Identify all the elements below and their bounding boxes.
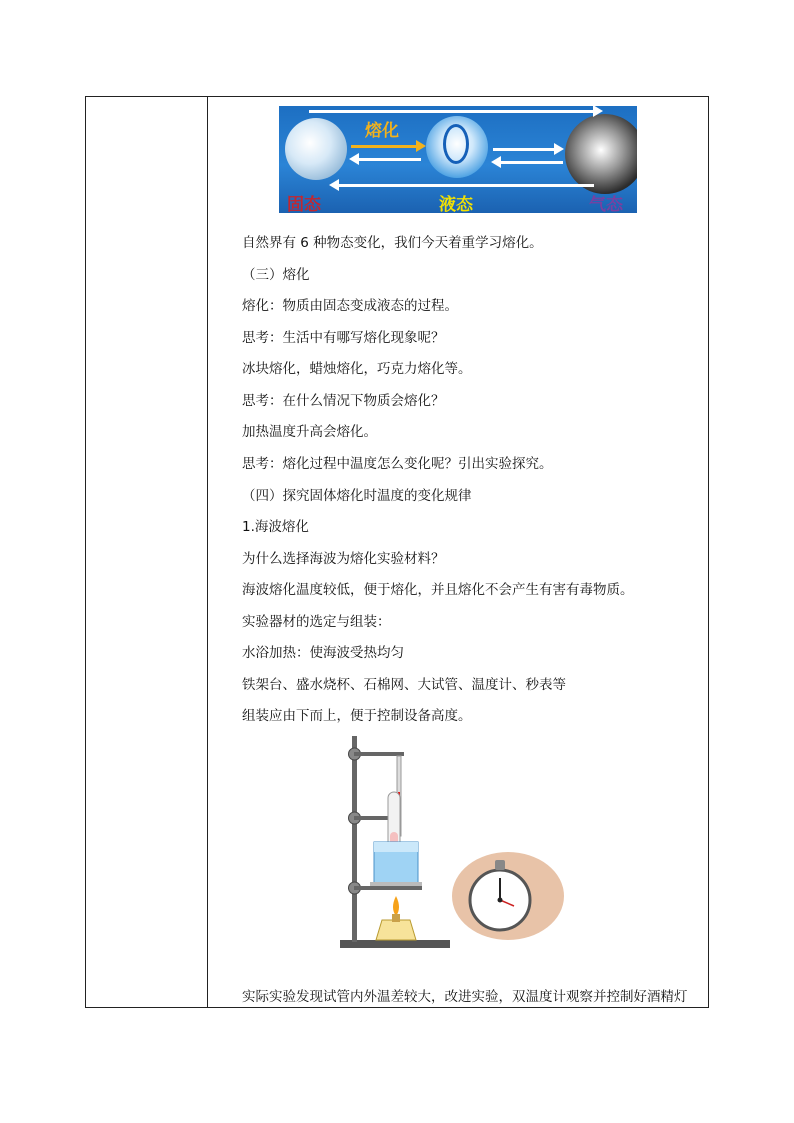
text-line: 加热温度升高会熔化。 <box>242 424 377 440</box>
vaporize-arrow-head-icon <box>554 143 564 155</box>
text-line: 实际实验发现试管内外温差较大，改进实验，双温度计观察并控制好酒精灯 <box>242 989 688 1005</box>
text-line: 组装应由下而上，便于控制设备高度。 <box>242 708 472 724</box>
text-line: 1.海波熔化 <box>242 519 309 535</box>
melt-arrow-head-icon <box>416 140 426 152</box>
water-ring-icon <box>443 124 469 164</box>
melt-arrow <box>351 145 417 148</box>
text-line: 海波熔化温度较低，便于熔化，并且熔化不会产生有害有毒物质。 <box>242 582 634 598</box>
condense-arrow-head-icon <box>491 156 501 168</box>
bottom-arrow <box>339 184 594 187</box>
bottom-arrow-head-icon <box>329 179 339 191</box>
text-line: 思考：生活中有哪写熔化现象呢？ <box>242 330 445 346</box>
states-of-matter-banner <box>279 106 637 213</box>
section-heading: （三）熔化 <box>242 267 310 283</box>
solidify-arrow-head-icon <box>349 153 359 165</box>
text-line: 冰块熔化，蜡烛熔化，巧克力熔化等。 <box>242 361 472 377</box>
column-divider <box>207 97 208 1007</box>
text-line: 为什么选择海波为熔化实验材料？ <box>242 551 445 567</box>
solidify-arrow <box>359 158 421 161</box>
ice-cubes-image <box>285 118 347 180</box>
vaporize-arrow <box>493 148 555 151</box>
top-arrow-head-icon <box>593 106 603 117</box>
steam-image <box>565 114 637 194</box>
section-heading: （四）探究固体熔化时温度的变化规律 <box>242 488 472 504</box>
solid-label: 固态 <box>287 195 321 213</box>
top-arrow <box>309 110 594 113</box>
text-line: 铁架台、盛水烧杯、石棉网、大试管、温度计、秒表等 <box>242 677 566 693</box>
text-line: 思考：熔化过程中温度怎么变化呢？引出实验探究。 <box>242 456 553 472</box>
liquid-label: 液态 <box>439 195 473 213</box>
gas-label: 气态 <box>589 195 623 213</box>
text-line: 思考：在什么情况下物质会熔化？ <box>242 393 445 409</box>
text-line: 熔化：物质由固态变成液态的过程。 <box>242 298 458 314</box>
text-line: 水浴加热：使海波受热均匀 <box>242 645 404 661</box>
text-line: 自然界有 6 种物态变化，我们今天着重学习熔化。 <box>242 235 543 251</box>
stopwatch-image <box>448 846 566 942</box>
melt-label: 熔化 <box>365 121 399 141</box>
text-line: 实验器材的选定与组装： <box>242 614 391 630</box>
stand-rod <box>352 736 357 942</box>
condense-arrow <box>501 161 563 164</box>
